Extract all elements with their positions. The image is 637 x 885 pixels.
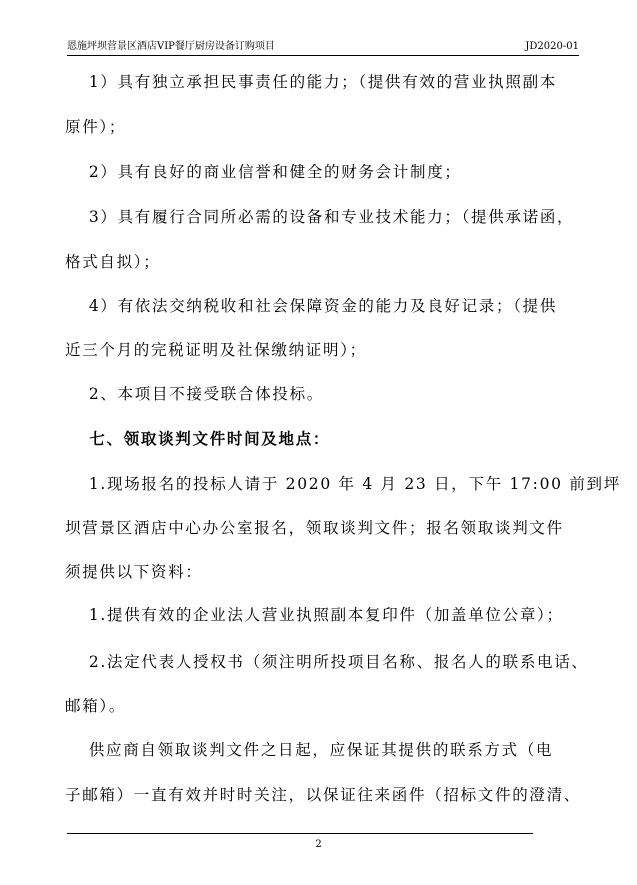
header-project-title: 恩施坪坝营景区酒店VIP餐厅厨房设备订购项目 [67, 41, 275, 52]
paragraph-line: 邮箱）。 [65, 697, 127, 715]
section-heading: 七、领取谈判文件时间及地点： [65, 429, 331, 448]
paragraph-line: 2.法定代表人授权书（须注明所投项目名称、报名人的联系电话、 [65, 653, 589, 671]
paragraph-line: 坝营景区酒店中心办公室报名，领取谈判文件；报名领取谈判文件 [65, 519, 564, 537]
paragraph-line: 2、本项目不接受联合体投标。 [65, 385, 324, 403]
paragraph-line: 1.现场报名的投标人请于 2020 年 4 月 23 日，下午 17:00 前到坪 [65, 475, 621, 493]
header-doc-code: JD2020-01 [525, 41, 579, 52]
page-header [67, 40, 579, 54]
paragraph-line: 子邮箱）一直有效并时时关注，以保证往来函件（招标文件的澄清、 [65, 786, 582, 804]
paragraph-line: 2）具有良好的商业信誉和健全的财务会计制度； [65, 163, 462, 181]
paragraph-line: 原件）； [65, 118, 127, 136]
paragraph-line: 供应商自领取谈判文件之日起，应保证其提供的联系方式（电 [65, 741, 554, 759]
paragraph-line: 近三个月的完税证明及社保缴纳证明）； [65, 341, 367, 359]
page-number: 2 [315, 839, 322, 850]
paragraph-line: 1.提供有效的企业法人营业执照副本复印件（加盖单位公章）； [65, 606, 564, 624]
paragraph-line: 1）具有独立承担民事责任的能力；（提供有效的营业执照副本 [65, 73, 558, 91]
paragraph-line: 4）有依法交纳税收和社会保障资金的能力及良好记录；（提供 [65, 297, 558, 315]
paragraph-line: 须提供以下资料： [65, 563, 203, 581]
header-divider [67, 55, 579, 56]
footer-divider [67, 833, 533, 834]
paragraph-line: 格式自拟）； [65, 253, 161, 271]
paragraph-line: 3）具有履行合同所必需的设备和专业技术能力；（提供承诺函， [65, 208, 575, 226]
